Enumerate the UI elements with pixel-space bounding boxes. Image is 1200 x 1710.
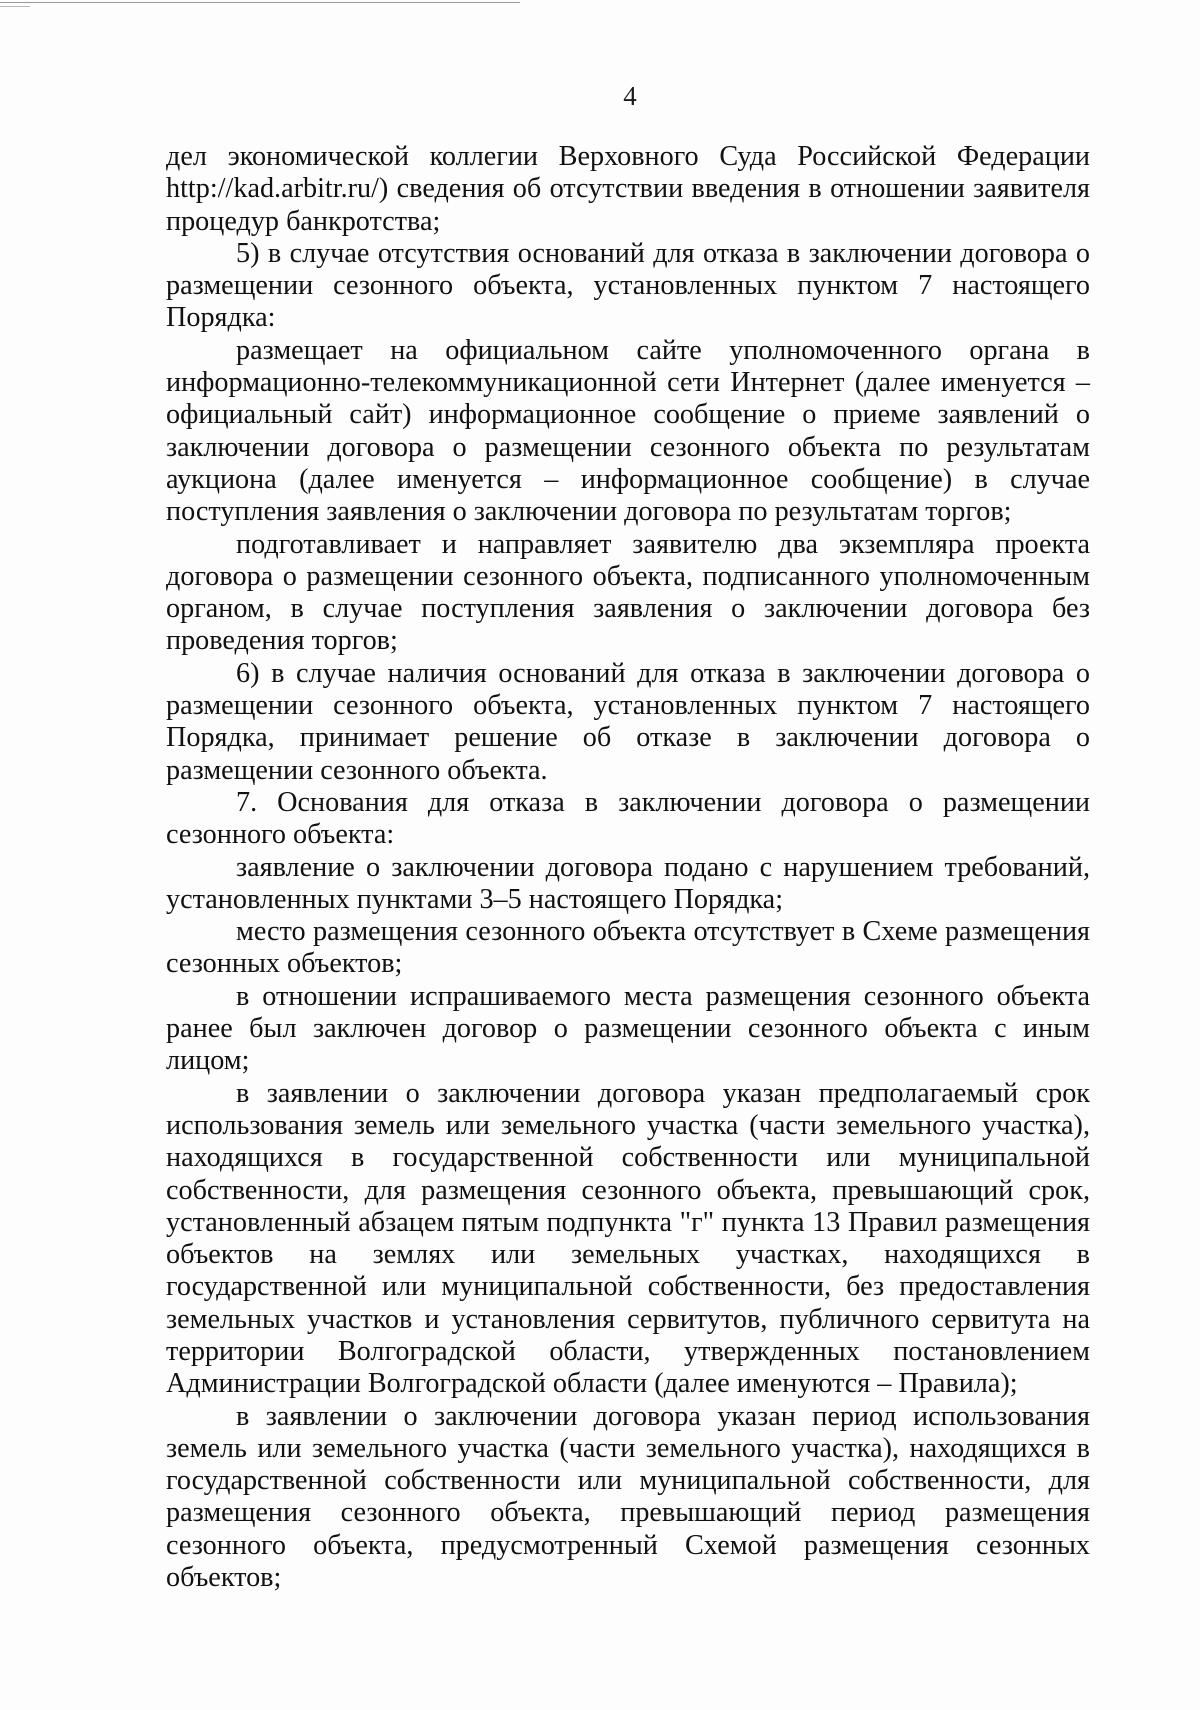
paragraph-ground-requirements: заявление о заключении договора подано с нарушением требований, установленных пунктами 3–5 настоящего Порядка; [166, 851, 1090, 915]
paragraph-item-5: 5) в случае отсутствия оснований для отказа в заключении договора о размещении сезонного объекта, установленных пунктом 7 настоящего Порядка: [166, 237, 1090, 334]
paragraph-ground-scheme: место размещения сезонного объекта отсутствует в Схеме размещения сезонных объектов; [166, 916, 1090, 980]
paragraph-continuation: дел экономической коллегии Верховного Суда Российской Федерации http://kad.arbitr.ru/) сведения об отсутствии введения в отношении заявителя процедур банкротства; [166, 141, 1090, 237]
document-body [166, 141, 1090, 1594]
scan-edge-line [0, 2, 520, 3]
paragraph-publish-notice: размещает на официальном сайте уполномоченного органа в информационно-телекоммуникационной сети Интернет (далее именуется – официальный сайт) информационное сообщение о приеме заявлений о заключении договора о размещении сезонного объекта по результатам аукциона (далее именуется – информационное сообщение) в случае поступления заявления о заключении договора по результатам торгов; [166, 334, 1090, 528]
paragraph-ground-term: в заявлении о заключении договора указан предполагаемый срок использования земель или земельного участка (части земельного участка), находящихся в государственной собственности или муниципальной собственности, для размещения сезонного объекта, превышающий срок, установленный абзацем пятым подпункта "г" пункта 13 Правил размещения объектов на землях или земельных участках, находящихся в государственной или муниципальной собственности, без предоставления земельных участков и установления сервитутов, публичного сервитута на территории Волгоградской области, утвержденных постановлением Администрации Волгоградской области (далее именуются – Правила); [166, 1077, 1090, 1400]
scan-edge-mark [0, 6, 30, 7]
paragraph-ground-period: в заявлении о заключении договора указан период использования земель или земельного участка (части земельного участка), находящихся в государственной собственности или муниципальной собственности, для размещения сезонного объекта, превышающий период размещения сезонного объекта, предусмотренный Схемой размещения сезонных объектов; [166, 1400, 1090, 1594]
paragraph-section-7: 7. Основания для отказа в заключении договора о размещении сезонного объекта: [166, 786, 1090, 851]
paragraph-prepare-contract: подготавливает и направляет заявителю два экземпляра проекта договора о размещении сезонного объекта, подписанного уполномоченным органом, в случае поступления заявления о заключении договора без проведения торгов; [166, 528, 1090, 657]
paragraph-item-6: 6) в случае наличия оснований для отказа в заключении договора о размещении сезонного объекта, установленных пунктом 7 настоящего Порядка, принимает решение об отказе в заключении договора о размещении сезонного объекта. [166, 657, 1090, 786]
paragraph-ground-existing-contract: в отношении испрашиваемого места размещения сезонного объекта ранее был заключен договор о размещении сезонного объекта с иным лицом; [166, 980, 1090, 1077]
page-number: 4 [623, 81, 637, 111]
